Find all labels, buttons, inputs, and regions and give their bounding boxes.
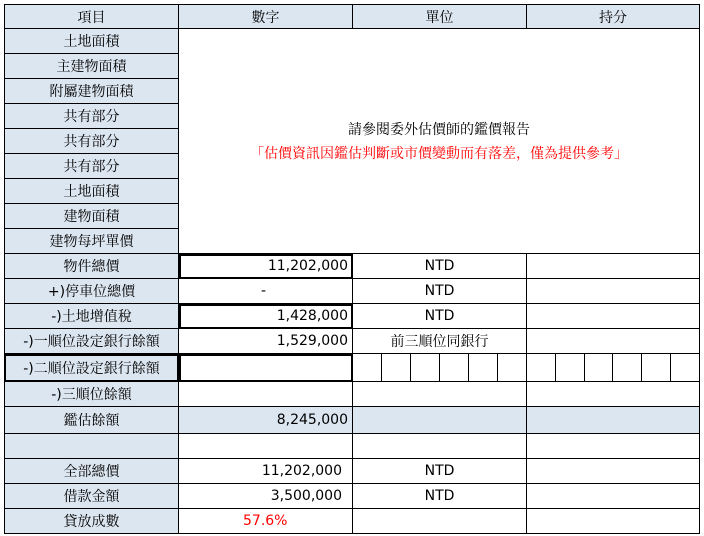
header-item: 項目 bbox=[4, 4, 179, 29]
land-tax-value[interactable]: 1,428,000 bbox=[179, 304, 353, 329]
ratio-unit[interactable] bbox=[353, 509, 527, 534]
third-lien-value[interactable] bbox=[179, 382, 353, 407]
header-row bbox=[4, 4, 700, 29]
parking-share[interactable] bbox=[527, 279, 700, 304]
row-third-lien bbox=[4, 382, 700, 407]
row-total-price bbox=[4, 254, 700, 279]
blank-unit[interactable] bbox=[353, 434, 527, 459]
row-label: 共有部分 bbox=[4, 154, 179, 179]
header-number: 數字 bbox=[179, 4, 353, 29]
row-first-lien bbox=[4, 329, 700, 354]
second-lien-value[interactable] bbox=[179, 354, 353, 382]
loan-share[interactable] bbox=[527, 484, 700, 509]
row-label: 主建物面積 bbox=[4, 54, 179, 79]
appraised-unit bbox=[353, 407, 527, 434]
all-total-unit: NTD bbox=[353, 459, 527, 484]
row-label: -)三順位餘額 bbox=[4, 382, 179, 407]
loan-unit: NTD bbox=[353, 484, 527, 509]
land-tax-unit: NTD bbox=[353, 304, 527, 329]
total-price-value[interactable]: 11,202,000 bbox=[179, 254, 353, 279]
row-label: 共有部分 bbox=[4, 104, 179, 129]
row-label: 土地面積 bbox=[4, 179, 179, 204]
land-tax-share[interactable] bbox=[527, 304, 700, 329]
row-label: 借款金額 bbox=[4, 484, 179, 509]
row-land-tax bbox=[4, 304, 700, 329]
ratio-share[interactable] bbox=[527, 509, 700, 534]
second-lien-share-cells[interactable] bbox=[527, 354, 700, 382]
appraised-share bbox=[527, 407, 700, 434]
parking-unit: NTD bbox=[353, 279, 527, 304]
row-second-lien bbox=[4, 354, 700, 382]
appraisal-notice bbox=[179, 29, 700, 254]
row-ratio bbox=[4, 509, 700, 534]
row-label: +)停車位總價 bbox=[4, 279, 179, 304]
parking-value[interactable]: - bbox=[179, 279, 353, 304]
row-label: 共有部分 bbox=[4, 129, 179, 154]
row-loan bbox=[4, 484, 700, 509]
header-share: 持分 bbox=[527, 4, 700, 29]
header-unit: 單位 bbox=[353, 4, 527, 29]
first-lien-unit: 前三順位同銀行 bbox=[353, 329, 527, 354]
row-label: 建物每坪單價 bbox=[4, 229, 179, 254]
third-lien-unit[interactable] bbox=[353, 382, 527, 407]
notice-line-2: 「估價資訊因鑑估判斷或市價變動而有落差，僅為提供參考」 bbox=[250, 146, 628, 162]
first-lien-value[interactable]: 1,529,000 bbox=[179, 329, 353, 354]
loan-value[interactable]: 3,500,000 bbox=[179, 484, 353, 509]
row-label: 土地面積 bbox=[4, 29, 179, 54]
ratio-value[interactable]: 57.6% bbox=[179, 509, 353, 534]
row-parking bbox=[4, 279, 700, 304]
row-appraised bbox=[4, 407, 700, 434]
row-label: 鑑估餘額 bbox=[4, 407, 179, 434]
blank-value[interactable] bbox=[179, 434, 353, 459]
row-blank bbox=[4, 434, 700, 459]
third-lien-share[interactable] bbox=[527, 382, 700, 407]
row-label: 貸放成數 bbox=[4, 509, 179, 534]
row-label: 建物面積 bbox=[4, 204, 179, 229]
all-total-value[interactable]: 11,202,000 bbox=[179, 459, 353, 484]
row-label: -)土地增值稅 bbox=[4, 304, 179, 329]
row-label: 全部總價 bbox=[4, 459, 179, 484]
blank-share[interactable] bbox=[527, 434, 700, 459]
row-label: -)二順位設定銀行餘額 bbox=[4, 354, 179, 382]
total-price-share[interactable] bbox=[527, 254, 700, 279]
first-lien-share[interactable] bbox=[527, 329, 700, 354]
row-label: 物件總價 bbox=[4, 254, 179, 279]
total-price-unit: NTD bbox=[353, 254, 527, 279]
second-lien-unit-cells[interactable] bbox=[353, 354, 527, 382]
row-label: -)一順位設定銀行餘額 bbox=[4, 329, 179, 354]
appraised-value[interactable]: 8,245,000 bbox=[179, 407, 353, 434]
notice-line-1: 請參閱委外估價師的鑑價報告 bbox=[348, 122, 530, 138]
all-total-share[interactable] bbox=[527, 459, 700, 484]
blank-label bbox=[4, 434, 179, 459]
row-label: 附屬建物面積 bbox=[4, 79, 179, 104]
row-all-total bbox=[4, 459, 700, 484]
